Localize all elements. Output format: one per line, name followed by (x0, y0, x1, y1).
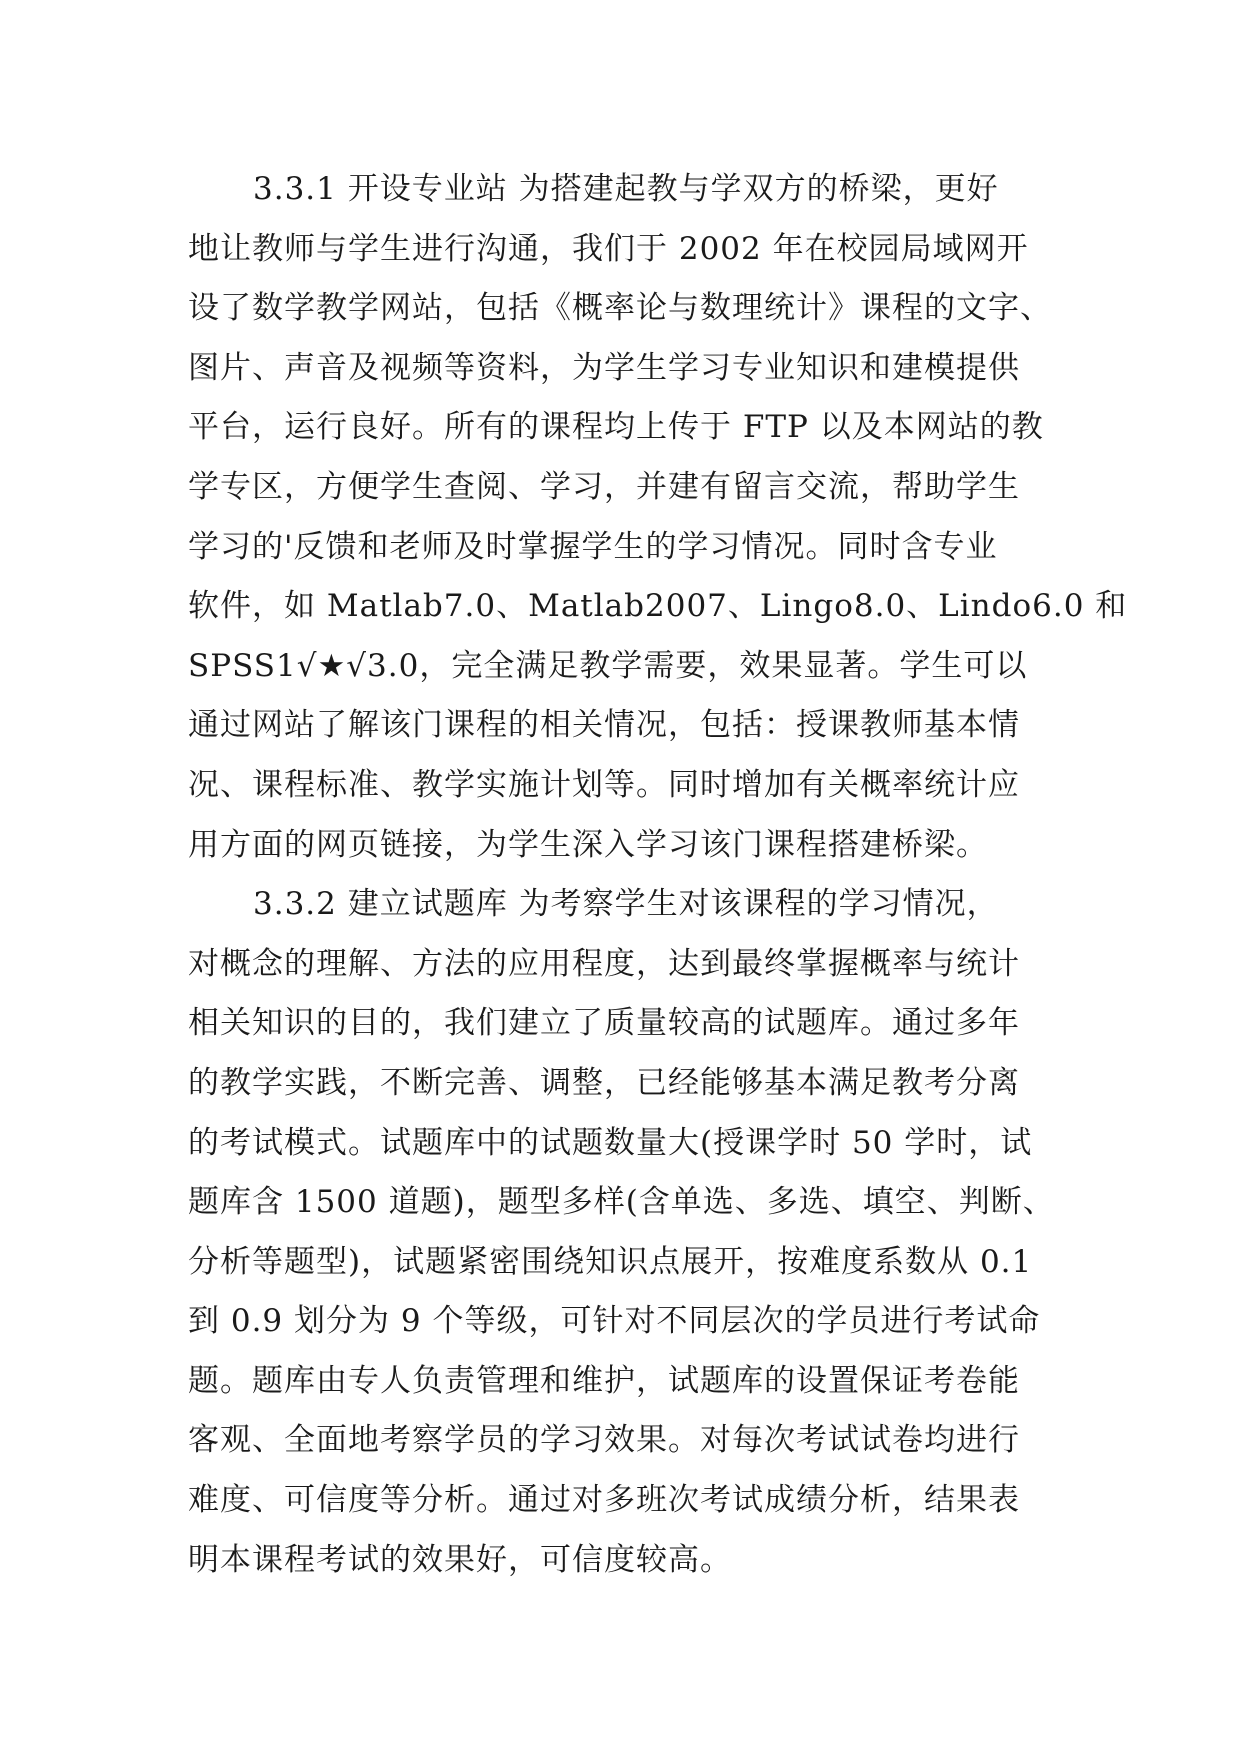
paragraph-line: 到 0.9 划分为 9 个等级，可针对不同层次的学员进行考试命 (188, 1303, 1041, 1340)
paragraph-line: 学专区，方便学生查阅、学习，并建有留言交流，帮助学生 (188, 468, 1020, 505)
paragraph-line: 通过网站了解该门课程的相关情况，包括：授课教师基本情 (188, 707, 1020, 744)
paragraph-line: 对概念的理解、方法的应用程度，达到最终掌握概率与统计 (188, 945, 1020, 982)
paragraph-line: 题。题库由专人负责管理和维护，试题库的设置保证考卷能 (188, 1362, 1020, 1399)
paragraph-line: 况、课程标准、教学实施计划等。同时增加有关概率统计应 (188, 766, 1020, 803)
paragraph-line: 地让教师与学生进行沟通，我们于 2002 年在校园局域网开 (188, 230, 1029, 267)
paragraph-line: 设了数学教学网站，包括《概率论与数理统计》课程的文字、 (188, 290, 1052, 327)
paragraph-line: 学习的'反馈和老师及时掌握学生的学习情况。同时含专业 (188, 528, 998, 565)
paragraph-3-3-2 (188, 875, 1068, 1590)
document-body (188, 160, 1128, 1590)
paragraph-line: 的教学实践，不断完善、调整，已经能够基本满足教考分离 (188, 1064, 1020, 1101)
paragraph-line: SPSS1√★√3.0，完全满足教学需要，效果显著。学生可以 (188, 647, 1028, 684)
paragraph-line: 的考试模式。试题库中的试题数量大(授课学时 50 学时，试 (188, 1124, 1033, 1161)
paragraph-line: 客观、全面地考察学员的学习效果。对每次考试试卷均进行 (188, 1422, 1020, 1459)
paragraph-line: 相关知识的目的，我们建立了质量较高的试题库。通过多年 (188, 1005, 1020, 1042)
paragraph-line: 明本课程考试的效果好，可信度较高。 (188, 1541, 732, 1578)
paragraph-line: 软件，如 Matlab7.0、Matlab2007、Lingo8.0、Lindo6.0 和 (188, 588, 1128, 625)
paragraph-line: 3.3.2 建立试题库 为考察学生对该课程的学习情况， (253, 886, 999, 923)
paragraph-line: 平台，运行良好。所有的课程均上传于 FTP 以及本网站的教 (188, 409, 1044, 446)
paragraph-line: 3.3.1 开设专业站 为搭建起教与学双方的桥梁，更好 (253, 171, 999, 207)
paragraph-line: 分析等题型)，试题紧密围绕知识点展开，按难度系数从 0.1 (188, 1243, 1033, 1280)
paragraph-line: 图片、声音及视频等资料，为学生学习专业知识和建模提供 (188, 349, 1020, 386)
paragraph-line: 难度、可信度等分析。通过对多班次考试成绩分析，结果表 (188, 1482, 1020, 1519)
paragraph-line: 用方面的网页链接，为学生深入学习该门课程搭建桥梁。 (188, 826, 988, 863)
paragraph-line: 题库含 1500 道题)，题型多样(含单选、多选、填空、判断、 (188, 1184, 1055, 1221)
paragraph-3-3-1 (188, 160, 1128, 875)
